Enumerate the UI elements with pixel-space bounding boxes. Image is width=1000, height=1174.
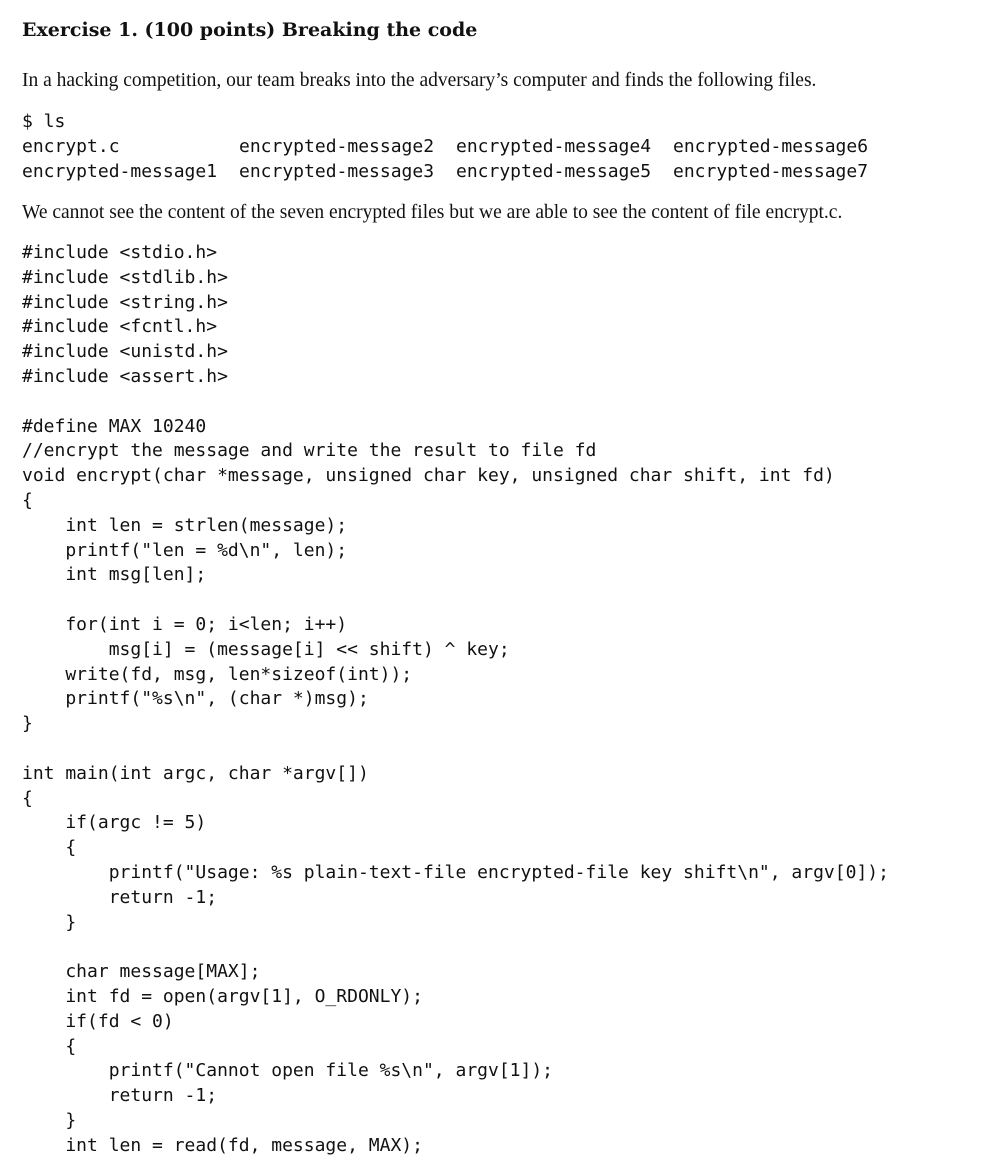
code-line [22, 935, 889, 960]
file-entry: encrypted-message7 [673, 160, 869, 182]
code-line: msg[i] = (message[i] << shift) ^ key; [22, 638, 510, 660]
code-line: int main(int argc, char *argv[]) [22, 762, 369, 784]
code-line: printf("len = %d\n", len); [22, 539, 348, 561]
code-line: #define MAX 10240 [22, 415, 207, 437]
ls-command: $ ls [22, 111, 66, 132]
code-line: printf("Usage: %s plain-text-file encrypted-file key shift\n", argv[0]); [22, 861, 889, 883]
code-line: printf("Cannot open file %s\n", argv[1]); [22, 1060, 554, 1082]
code-line: int msg[len]; [22, 564, 207, 586]
code-line: { [22, 1035, 77, 1057]
code-line: return -1; [22, 1085, 218, 1107]
code-line [22, 588, 889, 613]
code-line: char message[MAX]; [22, 961, 261, 983]
code-line: } [22, 911, 77, 933]
code-line: if(fd < 0) [22, 1010, 174, 1032]
ls-output [22, 110, 890, 184]
code-line: #include <stdio.h> [22, 242, 218, 263]
code-line: } [22, 1109, 77, 1131]
note-paragraph: We cannot see the content of the seven encrypted files but we are able to see the content of file encrypt.c. [22, 202, 843, 223]
file-entry: encrypted-message2 [239, 135, 435, 157]
code-line: void encrypt(char *message, unsigned char key, unsigned char shift, int fd) [22, 465, 835, 487]
code-line: #include <assert.h> [22, 365, 228, 387]
code-line: { [22, 489, 33, 511]
code-line: write(fd, msg, len*sizeof(int)); [22, 663, 413, 685]
file-entry: encrypted-message1 [22, 160, 218, 182]
code-line: printf("%s\n", (char *)msg); [22, 688, 369, 710]
code-line: { [22, 837, 77, 859]
code-line: { [22, 787, 33, 809]
intro-paragraph: In a hacking competition, our team breaks into the adversary’s computer and finds the following files. [22, 70, 817, 91]
file-entry: encrypt.c [22, 135, 120, 157]
code-listing [22, 241, 889, 1158]
file-entry: encrypted-message5 [456, 160, 652, 182]
code-line: return -1; [22, 886, 218, 908]
code-line: int len = strlen(message); [22, 514, 348, 536]
exercise-title: Exercise 1. (100 points) Breaking the code [22, 19, 478, 41]
file-listing [22, 135, 890, 185]
code-line [22, 737, 889, 762]
code-line: #include <string.h> [22, 291, 228, 313]
code-line: if(argc != 5) [22, 812, 207, 834]
code-line: #include <fcntl.h> [22, 316, 218, 338]
code-line: #include <stdlib.h> [22, 266, 228, 288]
code-line [22, 390, 889, 415]
code-line: int len = read(fd, message, MAX); [22, 1134, 423, 1156]
file-entry: encrypted-message4 [456, 135, 652, 157]
code-line: } [22, 713, 33, 735]
file-entry: encrypted-message3 [239, 160, 435, 182]
code-line: int fd = open(argv[1], O_RDONLY); [22, 985, 423, 1007]
code-line: for(int i = 0; i<len; i++) [22, 613, 348, 635]
code-line: #include <unistd.h> [22, 341, 228, 363]
file-entry: encrypted-message6 [673, 135, 869, 157]
code-line: //encrypt the message and write the result to file fd [22, 440, 597, 462]
